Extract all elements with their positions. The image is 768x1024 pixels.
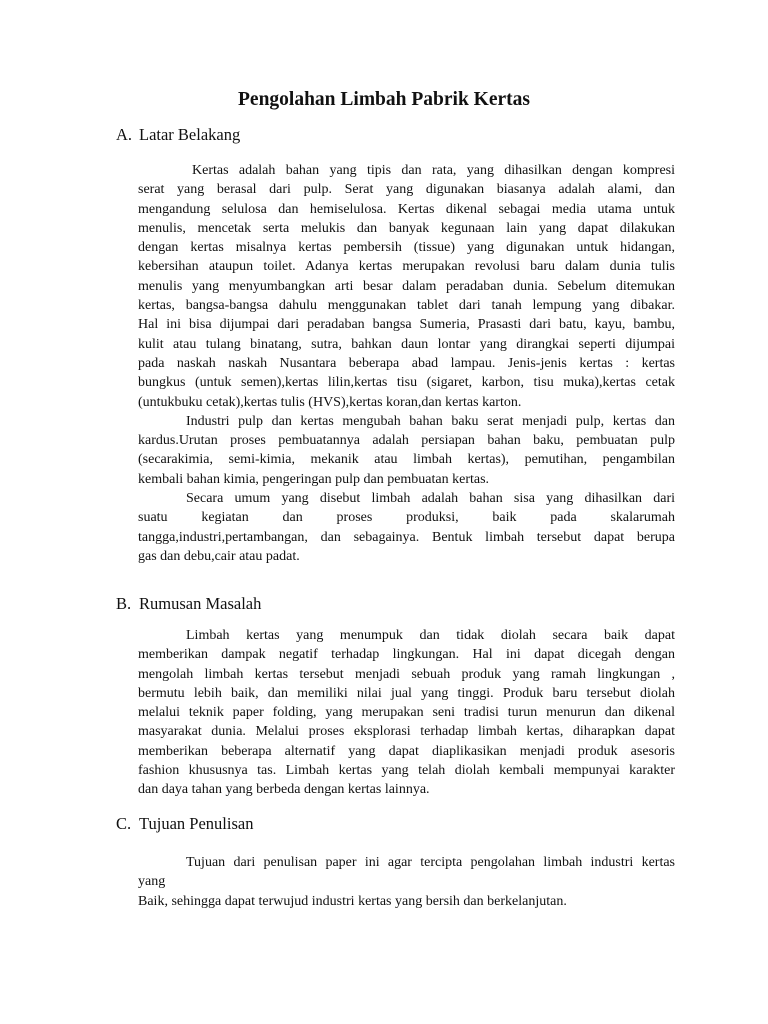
section-letter: C.: [116, 814, 132, 833]
paragraph-line: Hal ini bisa dijumpai dari peradaban bangsa Sumeria, Prasasti dari batu, kayu, bambu,: [138, 317, 675, 333]
section-letter: B.: [116, 594, 132, 613]
section-title: Latar Belakang: [139, 125, 241, 144]
paragraph-line: menulis, mencetak serta melukis dan banyak kegunaan lain yang dapat dilakukan: [138, 220, 675, 236]
paragraph-line: mengolah limbah kertas tersebut menjadi sebuah produk yang ramah lingkungan ,: [138, 666, 675, 682]
section-heading-latar-belakang: [116, 124, 240, 146]
paragraph-line: Tujuan dari penulisan paper ini agar tercipta pengolahan limbah industri kertas: [186, 855, 675, 870]
paragraph-line: serat yang berasal dari pulp. Serat yang digunakan biasanya adalah alami, dan: [138, 182, 675, 198]
paragraph-line: (untukbuku cetak),kertas tulis (HVS),kertas koran,dan kertas karton.: [138, 394, 522, 410]
section-body-latar-belakang: [138, 161, 675, 566]
paragraph-line: yang: [138, 874, 166, 890]
paragraph-line: kulit atau tulang binatang, sutra, bahkan daun lontar yang dirangkai seperti dijumpai: [138, 336, 675, 352]
paragraph-line: melalui teknik paper folding, yang merupakan seni tradisi turun menurun dan dikenal: [138, 705, 675, 721]
document-title: Pengolahan Limbah Pabrik Kertas: [238, 89, 530, 110]
section-letter: A.: [116, 125, 133, 144]
paragraph-line: kembali bahan kimia, pengeringan pulp dan pembuatan kertas.: [138, 471, 490, 487]
paragraph-line: kardus.Urutan proses pembuatannya adalah persiapan bahan baku, pembuatan pulp: [138, 433, 675, 449]
paragraph-line: Secara umum yang disebut limbah adalah bahan sisa yang dihasilkan dari: [186, 491, 675, 507]
paragraph-line: bermutu lebih baik, dan memiliki nilai jual yang tinggi. Produk baru tersebut diolah: [138, 685, 675, 701]
paragraph-line: memberikan beberapa alternatif yang dapat diaplikasikan menjadi produk asesoris: [138, 743, 675, 759]
paragraph-line: kebersihan ataupun toilet. Adanya kertas merupakan revolusi baru dalam dunia tulis: [138, 259, 675, 275]
paragraph-line: bungkus (untuk semen),kertas lilin,kertas tisu (sigaret, karbon, tisu muka),kertas cetak: [138, 375, 675, 391]
section-heading-tujuan-penulisan: [116, 813, 253, 835]
paragraph-line: (secarakimia, semi-kimia, mekanik atau limbah kertas), pemutihan, pengambilan: [138, 452, 675, 468]
paragraph-line: fashion khususnya tas. Limbah kertas yang telah diolah kembali mempunyai karakter: [138, 763, 675, 779]
paragraph-line: suatu kegiatan dan proses produksi, baik pada skalarumah: [138, 510, 675, 526]
section-heading-rumusan-masalah: [116, 593, 261, 615]
section-body-rumusan-masalah: [138, 626, 675, 800]
paragraph-line: Industri pulp dan kertas mengubah bahan baku serat menjadi pulp, kertas dan: [186, 413, 675, 429]
section-title: Rumusan Masalah: [139, 594, 262, 613]
section-body-tujuan-penulisan: [138, 853, 675, 911]
paragraph-line: Baik, sehingga dapat terwujud industri kertas yang bersih dan berkelanjutan.: [138, 893, 567, 909]
paragraph-line: dengan kertas misalnya kertas pembersih (tissue) yang digunakan untuk hidangan,: [138, 240, 675, 256]
paragraph-line: pada naskah naskah Nusantara beberapa abad lampau. Jenis-jenis kertas : kertas: [138, 355, 675, 371]
paragraph-line: Limbah kertas yang menumpuk dan tidak diolah secara baik dapat: [186, 628, 675, 643]
paragraph-line: kertas, bangsa-bangsa dahulu menggunakan tablet dari tanah lempung yang dibakar.: [138, 298, 675, 314]
paragraph-line: memberikan dampak negatif terhadap lingkungan. Hal ini dapat dicegah dengan: [138, 647, 675, 663]
section-title: Tujuan Penulisan: [139, 814, 254, 833]
paragraph-line: mengandung selulosa dan hemiselulosa. Kertas dikenal sebagai media utama untuk: [138, 201, 675, 217]
paragraph-line: gas dan debu,cair atau padat.: [138, 548, 300, 564]
paragraph-line: Kertas adalah bahan yang tipis dan rata, yang dihasilkan dengan kompresi: [192, 163, 675, 178]
paragraph-line: masyarakat dunia. Melalui proses eksplorasi terhadap limbah kertas, diharapkan dapat: [138, 724, 675, 740]
paragraph-line: menulis yang menyumbangkan arti besar dalam peradaban dunia. Sebelum ditemukan: [138, 278, 675, 294]
paragraph-line: dan daya tahan yang berbeda dengan kertas lainnya.: [138, 782, 430, 798]
paragraph-line: tangga,industri,pertambangan, dan sebagainya. Bentuk limbah tersebut dapat berupa: [138, 529, 675, 545]
